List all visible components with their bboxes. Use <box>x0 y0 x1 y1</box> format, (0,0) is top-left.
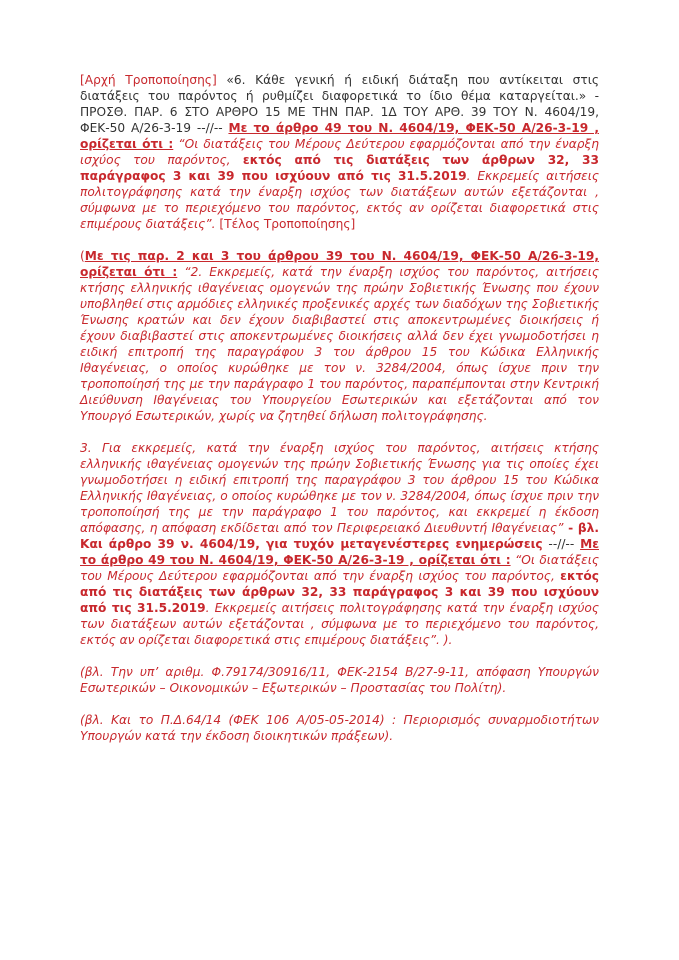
quote-text-2: “Οι διατάξεις του Μέρους Δεύτερου εφαρμόζονται από την έναρξη ισχύος του παρόντος, <box>80 553 599 583</box>
amendment-end-marker: [Τέλος Τροποποίησης] <box>215 217 356 231</box>
separator: --//-- <box>542 537 581 551</box>
document-page <box>80 72 599 760</box>
paragraph-2-text: “2. Εκκρεμείς, κατά την έναρξη ισχύος του παρόντος, αιτήσεις κτήσης ελληνικής ιθαγένειας ομογενών της πρώην Σοβιετικής Ένωσης που έχουν υποβληθεί στις αρμόδιες ελληνικές προξενικές αρχές των διαδόχων της Σοβιετικής Ένωσης κρατών και δεν έχουν διαβιβαστεί στις αποκεντρωμένες διοικήσεις ή έχουν διαβιβαστεί στις αποκεντρωμένες διοικήσεις αλλά δεν έχει γνωμοδοτήσει η ειδική επιτροπή της παραγράφου 3 του άρθρου 15 του Κώδικα Ελληνικής Ιθαγένειας, ο οποίος κυρώθηκε με τον ν. 3284/2004, όπως ίσχυε πριν την τροποποίησή της με την παράγραφο 1 του παρόντος, παραπέμπονται στην Κεντρική Διεύθυνση Ιθαγένειας του Υπουργείου Εσωτερικών και εξετάζονται από τον Υπουργό Εσωτερικών, χωρίς να ζητηθεί δήλωση πολιτογράφησης. <box>80 265 599 423</box>
amendment-start-marker: [Αρχή Τροποποίησης] <box>80 73 217 87</box>
paragraph-3-text: 3. Για εκκρεμείς, κατά την έναρξη ισχύος του παρόντος, αιτήσεις κτήσης ελληνικής ιθαγένειας ομογενών της πρώην Σοβιετικής Ένωσης για τις οποίες έχει γνωμοδοτήσει η ειδική επιτροπή της παραγράφου 3 του άρθρου 15 του Κώδικα Ελληνικής Ιθαγένειας, ο οποίος κυρώθηκε με τον ν. 3284/2004, όπως ίσχυε πριν την τροποποίησή της με την παράγραφο 1 του παρόντος, και εκκρεμεί η έκδοση απόφασης, η απόφαση εκδίδεται από τον Περιφερειακό Διευθυντή Ιθαγένειας” <box>80 441 599 535</box>
open-paren: ( <box>80 249 85 263</box>
article-49-reference-2: Με το άρθρο 49 του Ν. 4604/19, ΦΕΚ-50 Α/26-3-19 , ορίζεται ότι : <box>80 537 599 567</box>
quote-text-2-continued: . Εκκρεμείς αιτήσεις πολιτογράφησης κατά την έναρξη ισχύος των διατάξεων αυτών εξετάζονται , σύμφωνα με το περιεχόμενο του παρόντος, εκτός αν ορίζεται διαφορετικά στις επιμέρους διατάξεις”. ). <box>80 601 600 647</box>
paragraph-see-pd: (βλ. Και το Π.Δ.64/14 (ΦΕΚ 106 Α/05-05-2014) : Περιορισμός συναρμοδιοτήτων Υπουργών κατά την έκδοση διοικητικών πράξεων). <box>80 713 599 743</box>
see-also-note: - βλ. Και άρθρο 39 ν. 4604/19, για τυχόν μεταγενέστερες ενημερώσεις <box>80 521 599 551</box>
quote-text: “Οι διατάξεις του Μέρους Δεύτερου εφαρμόζονται από την έναρξη ισχύος του παρόντος, <box>80 137 599 167</box>
article-39-reference: Με τις παρ. 2 και 3 του άρθρου 39 του Ν. 4604/19, ΦΕΚ-50 Α/26-3-19, ορίζεται ότι : <box>80 249 599 279</box>
amendment-text: «6. Κάθε γενική ή ειδική διάταξη που αντίκειται στις διατάξεις του παρόντος ή ρυθμίζει διαφορετικά το ίδιο θέμα καταργείται.» - ΠΡΟΣΘ. ΠΑΡ. 6 ΣΤΟ ΑΡΘΡΟ 15 ΜΕ ΤΗΝ ΠΑΡ. 1Δ ΤΟΥ ΑΡΘ. 39 ΤΟΥ Ν. 4604/19, ΦΕΚ-50 Α/26-3-19 --//-- <box>80 73 599 135</box>
quote-text-continued: . Εκκρεμείς αιτήσεις πολιτογράφησης κατά την έναρξη ισχύος των διατάξεων αυτών εξετάζονται , σύμφωνα με το περιεχόμενο του παρόντος, εκτός αν ορίζεται διαφορετικά στις επιμέρους διατάξεις”. <box>80 169 599 231</box>
paragraph-see-decision: (βλ. Την υπ’ αριθμ. Φ.79174/30916/11, ΦΕΚ-2154 Β/27-9-11, απόφαση Υπουργών Εσωτερικών – Οικονομικών – Εξωτερικών – Προστασίας του Πολίτη). <box>80 665 599 695</box>
exception-text-2: εκτός από τις διατάξεις των άρθρων 32, 33 παράγραφος 3 και 39 που ισχύουν από τις 31.5.2019 <box>80 569 599 615</box>
article-49-reference: Με το άρθρο 49 του Ν. 4604/19, ΦΕΚ-50 Α/26-3-19 , ορίζεται ότι : <box>80 121 599 151</box>
paragraph-3 <box>80 440 599 648</box>
exception-text: εκτός από τις διατάξεις των άρθρων 32, 33 παράγραφος 3 και 39 που ισχύουν από τις 31.5.2019 <box>80 153 599 183</box>
paragraph-amendment <box>80 72 599 232</box>
paragraph-article-39 <box>80 248 599 424</box>
